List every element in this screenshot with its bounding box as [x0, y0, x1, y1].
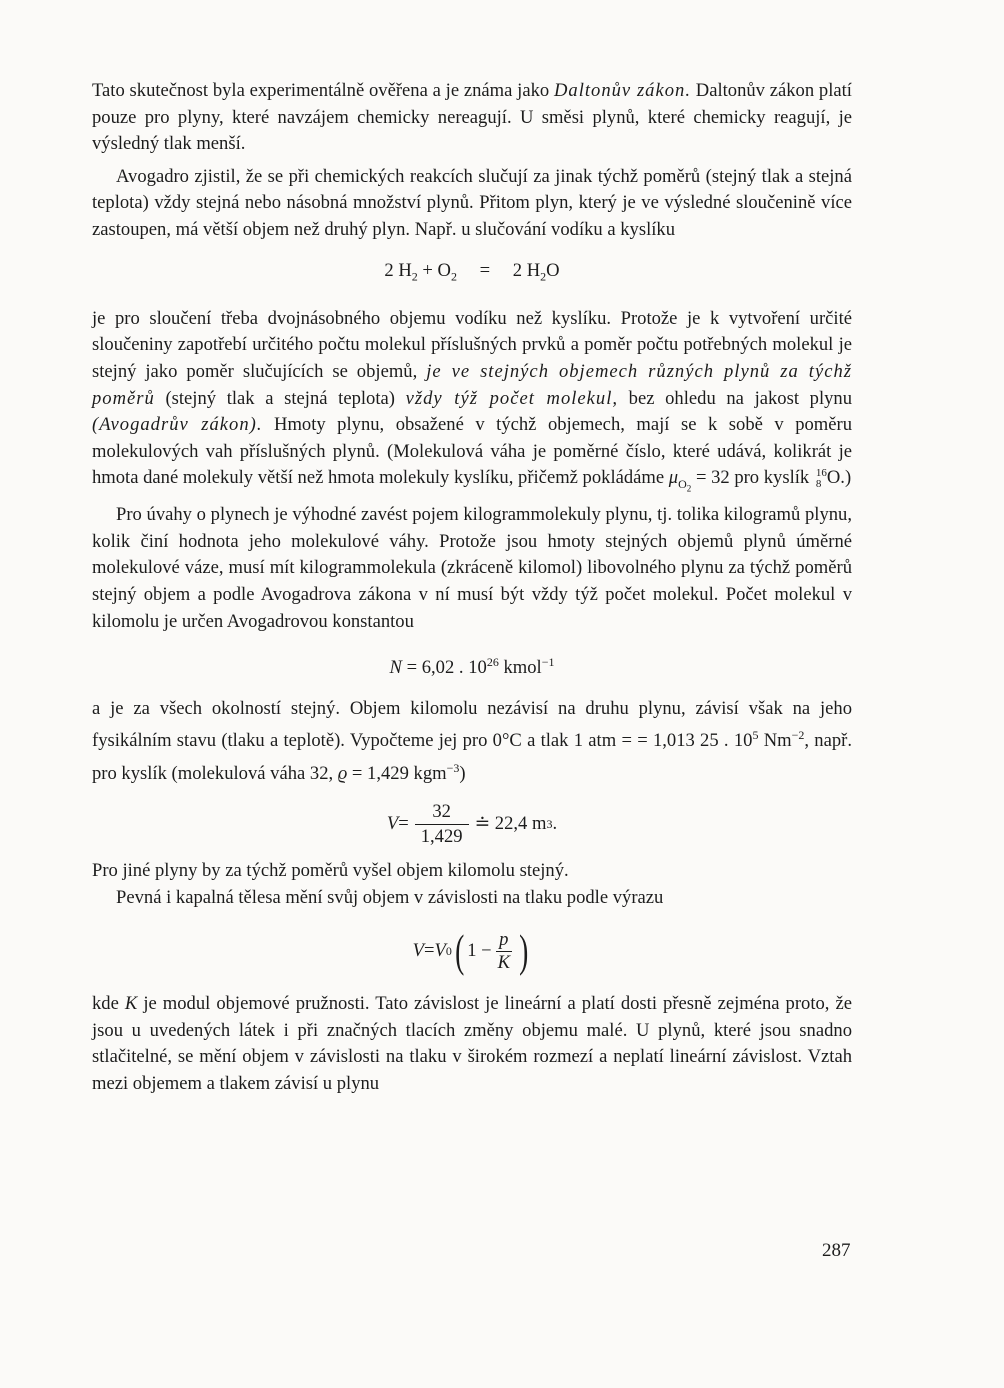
- fraction: $\frac{p}{K}$: [497, 928, 511, 973]
- equation-avogadro-constant: N = 6,02 . $10^{26}$ kmol$^{-1}$: [389, 655, 555, 679]
- emphasis-avogadro-law: (Avogadrův zákon).: [92, 414, 263, 436]
- fraction: $\frac{32}{1,429}$: [415, 800, 469, 849]
- equation-molar-volume: V = $\frac{32}{1,429}$ ≐ 22,4 m 3 .: [386, 800, 558, 847]
- paragraph-avogadro-law: je pro sloučení třeba dvojnásobného objemu vodíku než kyslíku. Protože je k vytvoření určité sloučeniny zapotřebí určitého počtu molekul příslušných prvků a poměr počtu potřebných molekul je stejný jako poměr slučujících se objemů, je ve stejných objemech různých plynů za týchž poměrů (stejný tlak a stejná teplota) vždy týž počet molekul, bez ohledu na jakost plynu (Avogadrův zákon). Hmoty plynu, obsažené v týchž objemech, mají se k sobě v poměru molekulových vah příslušných plynů. (Molekulová váha je poměrné číslo, které udává, kolikrát je hmota dané molekuly větší než hmota molekuly kyslíku, přičemž pokládáme $\mu_{O_2} = 32$ pro kyslík 16 8 O.): [92, 307, 852, 494]
- emphasis-avogadro-statement: je ve stejných objemech různých plynů za týchž poměrů: [92, 361, 852, 409]
- equation-compressibility: V = V 0 ( 1 − $\frac{p}{K}$ ): [412, 925, 529, 977]
- page-number: 287: [822, 1240, 851, 1261]
- isotope-notation: 16 8: [815, 467, 827, 491]
- paragraph-modulus: kde K je modul objemové pružnosti. Tato závislost je lineární a platí dosti přesně zejména proto, že jsou u uvedených látek i při značných tlacích změny objemu malé. U plynů, které jsou snadno stlačitelné, se mění objem v závislosti na tlaku v širokém rozmezí a neplatí lineární závislost. Vztah mezi objemem a tlakem závisí u plynu: [92, 993, 852, 1095]
- equation-water: 2 $H_2 + O_2 = 2$ $H_2O$: [384, 259, 560, 284]
- paragraph-solids: Pevná i kapalná tělesa mění svůj objem v závislosti na tlaku podle výrazu: [116, 886, 664, 908]
- text: Tato skutečnost byla experimentálně ověřena a je známa jako: [92, 80, 554, 101]
- paragraph-kilomol: Pro úvahy o plynech je výhodné zavést pojem kilogrammolekuly plynu, tj. tolika kilogramů plynu, kolik činí hodnota jeho molekulové váhy. Protože jsou hmoty stejných objemů plynů úměrné molekulové váze, musí mít kilogrammolekula (zkráceně kilomol) libovolného plynu za týchž poměrů stejný objem a podle Avogadrova zákona v ní musí být vždy týž počet molekul. Počet molekul v kilomolu je určen Avogadrovou konstantou: [92, 504, 852, 632]
- paragraph-other-gases: Pro jiné plyny by za týchž poměrů vyšel objem kilomolu stejný.: [92, 860, 569, 882]
- page-body: [92, 78, 852, 1098]
- paragraph-dalton: [92, 78, 852, 158]
- paragraph-kilomol-volume: a je za všech okolností stejný. Objem kilomolu nezávisí na druhu plynu, závisí však na jeho fysikálním stavu (tlaku a teplotě). Vypočteme jej pro 0°C a tlak 1 atm = = 1,013 25 . $10^5$ $Nm^{-2}$, např. pro kyslík (molekulová váha 32, ϱ = 1,429 kgm$^{-3}$): [92, 697, 852, 785]
- text: Daltonův zákon platí pouze pro plyny, které navzájem chemicky nereagují. U směsi plynů, které chemicky reagují, je výsledný tlak menší.: [92, 80, 852, 155]
- emphasis-same-count: vždy týž počet molekul,: [405, 387, 619, 409]
- paragraph-avogadro: Avogadro zjistil, že se při chemických reakcích slučují za jinak týchž poměrů (stejný tlak a stejná teplota) vždy stejná nebo násobná množství plynů. Přitom plyn, který je ve výsledné sloučenině více zastoupen, má větší objem než druhý plyn. Např. u slučování vodíku a kyslíku: [92, 165, 852, 240]
- emphasis-dalton-law: Daltonův zákon.: [553, 80, 691, 101]
